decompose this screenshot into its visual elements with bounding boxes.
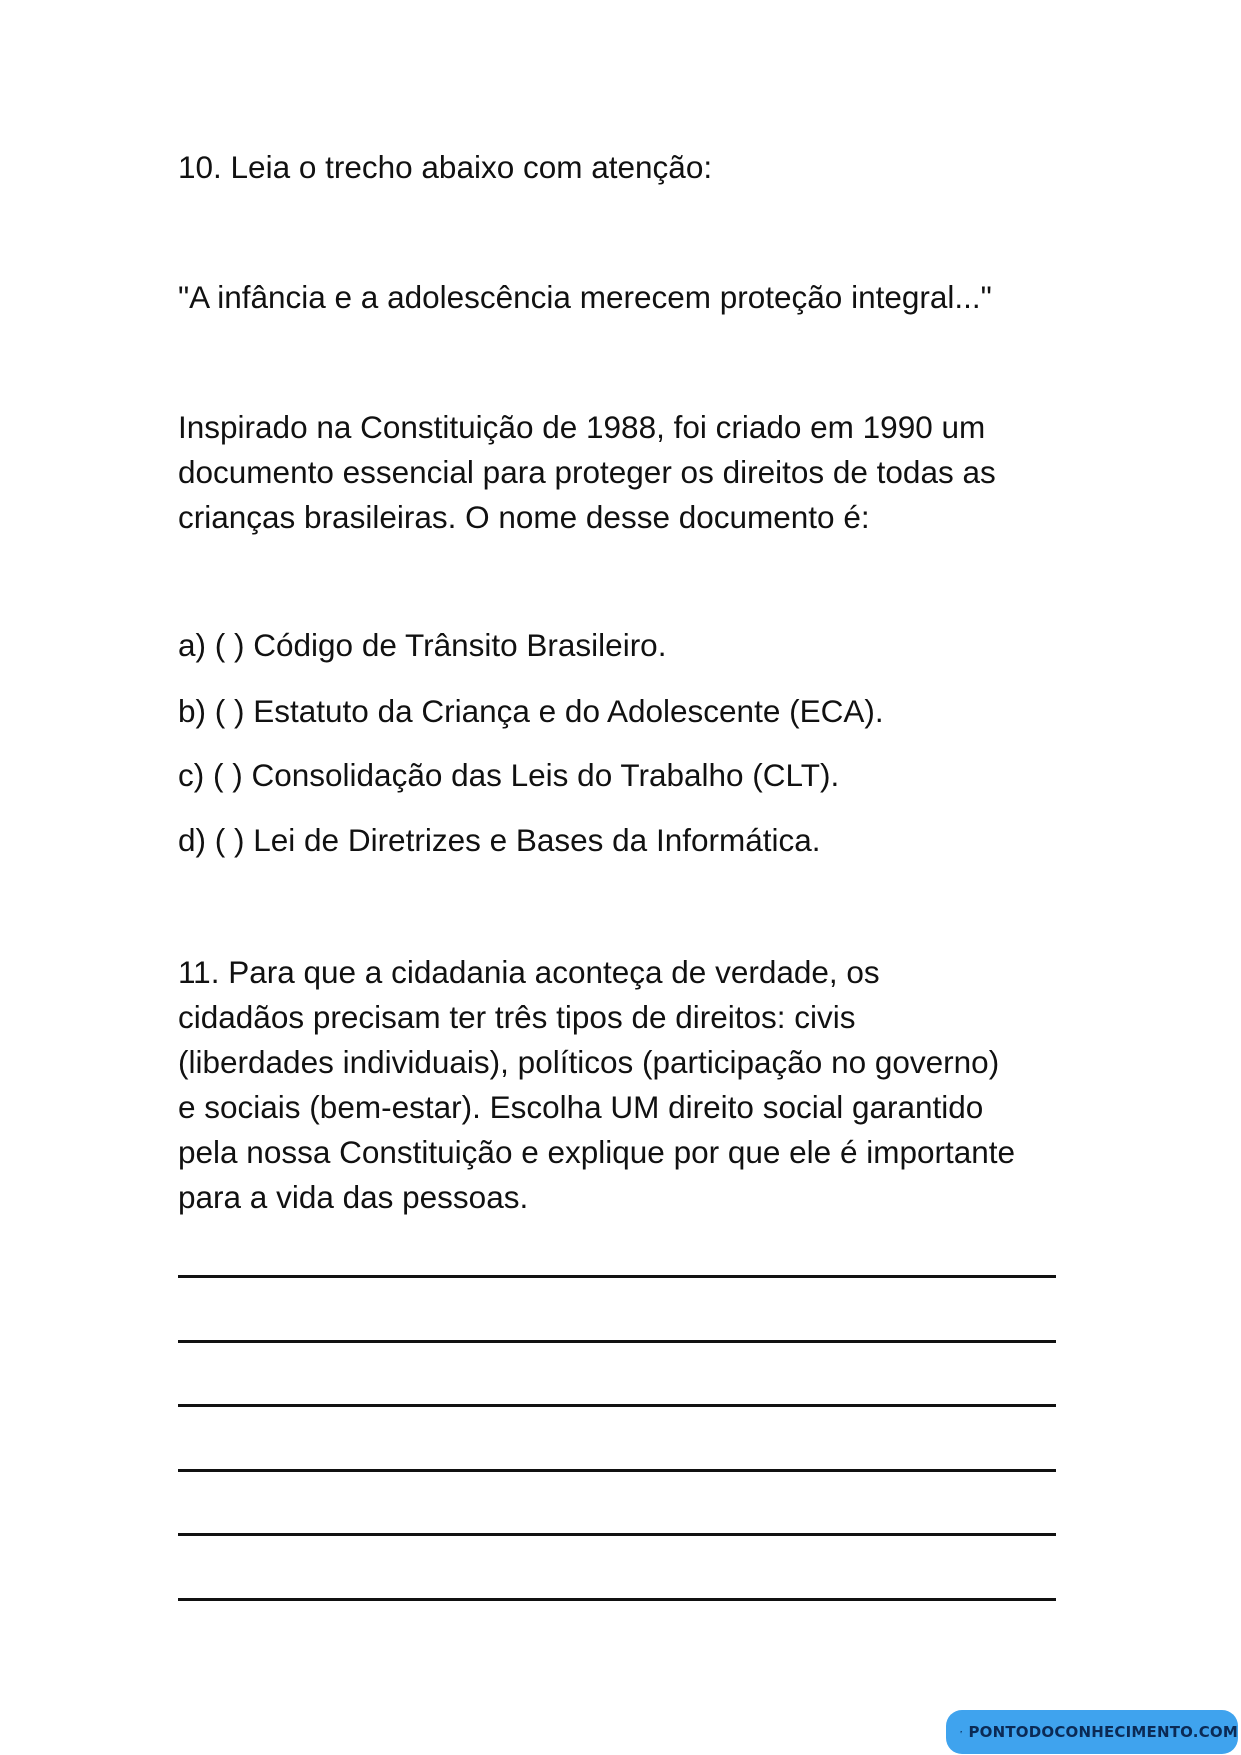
- prompt-line: crianças brasileiras. O nome desse documento é:: [178, 499, 870, 535]
- brand-text: PONTODOCONHECIMENTO.COM: [968, 1723, 1238, 1741]
- option-a[interactable]: a) ( ) Código de Trânsito Brasileiro.: [178, 627, 667, 663]
- option-d[interactable]: d) ( ) Lei de Diretrizes e Bases da Informática.: [178, 822, 821, 858]
- option-c[interactable]: c) ( ) Consolidação das Leis do Trabalho (CLT).: [178, 757, 840, 793]
- prompt-line: para a vida das pessoas.: [178, 1179, 529, 1215]
- graduation-book-icon: [960, 1718, 962, 1746]
- prompt-line: 11. Para que a cidadania aconteça de verdade, os: [178, 954, 880, 990]
- prompt-line: pela nossa Constituição e explique por que ele é importante: [178, 1134, 1016, 1170]
- question-10-quote: "A infância e a adolescência merecem proteção integral...": [178, 279, 992, 315]
- prompt-line: cidadãos precisam ter três tipos de direitos: civis: [178, 999, 856, 1035]
- prompt-line: (liberdades individuais), políticos (participação no governo): [178, 1044, 1000, 1080]
- answer-line[interactable]: [178, 1275, 1056, 1278]
- answer-line[interactable]: [178, 1404, 1056, 1407]
- prompt-line: Inspirado na Constituição de 1988, foi criado em 1990 um: [178, 409, 986, 445]
- answer-line[interactable]: [178, 1598, 1056, 1601]
- option-b[interactable]: b) ( ) Estatuto da Criança e do Adolescente (ECA).: [178, 693, 884, 729]
- prompt-line: documento essencial para proteger os direitos de todas as: [178, 454, 996, 490]
- question-10-prompt: [178, 405, 996, 540]
- brand-badge[interactable]: [946, 1710, 1238, 1754]
- prompt-line: e sociais (bem-estar). Escolha UM direito social garantido: [178, 1089, 984, 1125]
- answer-line[interactable]: [178, 1469, 1056, 1472]
- question-11-prompt: [178, 950, 1015, 1220]
- question-10-heading: 10. Leia o trecho abaixo com atenção:: [178, 149, 713, 185]
- answer-line[interactable]: [178, 1340, 1056, 1343]
- answer-line[interactable]: [178, 1533, 1056, 1536]
